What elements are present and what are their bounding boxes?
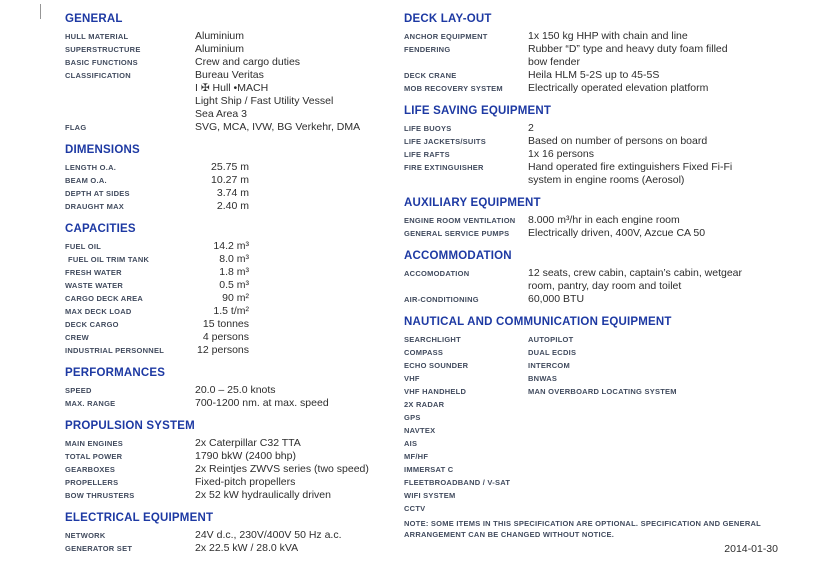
spec-value bbox=[195, 200, 249, 213]
spec-value-line: 4 persons bbox=[202, 331, 249, 343]
equipment-item: MF/HF bbox=[404, 452, 429, 461]
section-title: PERFORMANCES bbox=[65, 367, 166, 379]
section-title: LIFE SAVING EQUIPMENT bbox=[404, 105, 552, 117]
spec-value-line: Rubber “D” type and heavy duty foam filled bbox=[528, 43, 728, 55]
spec-section bbox=[404, 316, 796, 515]
spec-value bbox=[195, 187, 249, 200]
spec-value-line: Heila HLM 5-2S up to 45-5S bbox=[528, 69, 660, 81]
spec-value bbox=[195, 279, 249, 292]
spec-value-line: SVG, MCA, IVW, BG Verkehr, DMA bbox=[195, 121, 361, 133]
spec-value bbox=[195, 344, 249, 357]
spec-value-line: 1.8 m³ bbox=[219, 266, 249, 278]
spec-label: DRAUGHT MAX bbox=[65, 202, 124, 211]
spec-label: GENERATOR SET bbox=[65, 544, 133, 553]
spec-row bbox=[65, 305, 400, 318]
spec-label: LIFE BUOYS bbox=[404, 124, 452, 133]
spec-value-line: 700-1200 nm. at max. speed bbox=[195, 397, 329, 409]
spec-value-line: Fixed-pitch propellers bbox=[195, 476, 296, 488]
spec-value bbox=[528, 267, 742, 293]
spec-row bbox=[65, 476, 400, 489]
spec-row bbox=[404, 82, 796, 95]
spec-label: LENGTH O.A. bbox=[65, 163, 117, 172]
spec-row bbox=[65, 463, 400, 476]
section-title: ELECTRICAL EQUIPMENT bbox=[65, 512, 214, 524]
spec-value-line: 8.000 m³/hr in each engine room bbox=[528, 214, 680, 226]
spec-row bbox=[65, 43, 400, 56]
spec-label: INDUSTRIAL PERSONNEL bbox=[65, 346, 165, 355]
footer bbox=[404, 519, 778, 555]
spec-label: NETWORK bbox=[65, 531, 106, 540]
spec-label: PROPELLERS bbox=[65, 478, 119, 487]
equipment-item: COMPASS bbox=[404, 348, 444, 357]
spec-value-line: 90 m² bbox=[222, 292, 249, 304]
spec-label: ANCHOR EQUIPMENT bbox=[404, 32, 488, 41]
equipment-item: CCTV bbox=[404, 504, 426, 513]
disclaimer-note: NOTE: SOME ITEMS IN THIS SPECIFICATION ARE OPTIONAL. SPECIFICATION AND GENERAL ARRANGEMENT CAN BE CHANGED WITHOUT NOTICE. bbox=[404, 519, 761, 539]
spec-row bbox=[65, 174, 400, 187]
spec-value-line: Crew and cargo duties bbox=[195, 56, 301, 68]
spec-value-line: Based on number of persons on board bbox=[528, 135, 708, 147]
spec-value-line: 25.75 m bbox=[211, 161, 249, 173]
spec-row bbox=[65, 529, 400, 542]
spec-label: TOTAL POWER bbox=[65, 452, 123, 461]
equipment-item: BNWAS bbox=[528, 374, 558, 383]
spec-value-line: Aluminium bbox=[195, 30, 245, 42]
spec-section bbox=[65, 367, 400, 410]
spec-label: DEPTH AT SIDES bbox=[65, 189, 130, 198]
spec-row bbox=[65, 56, 400, 69]
spec-label: FUEL OIL TRIM TANK bbox=[68, 255, 150, 264]
section-title: DIMENSIONS bbox=[65, 144, 140, 156]
spec-value-line: 12 persons bbox=[197, 344, 249, 356]
spec-row bbox=[404, 161, 796, 187]
spec-value-line: 24V d.c., 230V/400V 50 Hz a.c. bbox=[195, 529, 342, 541]
spec-label: DECK CARGO bbox=[65, 320, 119, 329]
spec-value bbox=[195, 121, 360, 134]
right-column bbox=[404, 13, 796, 515]
spec-label: CARGO DECK AREA bbox=[65, 294, 144, 303]
spec-value-line: Sea Area 3 bbox=[195, 108, 247, 120]
section-title: CAPACITIES bbox=[65, 223, 136, 235]
spec-label: ENGINE ROOM VENTILATION bbox=[404, 216, 516, 225]
spec-label: BASIC FUNCTIONS bbox=[65, 58, 138, 67]
spec-section bbox=[404, 13, 796, 95]
spec-value bbox=[528, 135, 707, 148]
spec-section bbox=[404, 197, 796, 240]
spec-value bbox=[195, 305, 249, 318]
spec-value bbox=[195, 489, 331, 502]
document-date: 2014-01-30 bbox=[724, 543, 778, 555]
spec-section bbox=[65, 144, 400, 213]
spec-value-line: 8.0 m³ bbox=[219, 253, 249, 265]
spec-label: FRESH WATER bbox=[65, 268, 122, 277]
spec-value bbox=[528, 148, 594, 161]
spec-row bbox=[65, 30, 400, 43]
spec-row bbox=[404, 69, 796, 82]
spec-row bbox=[404, 214, 796, 227]
spec-value-line: 2 bbox=[528, 122, 534, 134]
spec-row bbox=[65, 200, 400, 213]
spec-value-line: Electrically driven, 400V, Azcue CA 50 bbox=[528, 227, 706, 239]
spec-value bbox=[195, 529, 342, 542]
spec-section bbox=[65, 223, 400, 357]
spec-value-line: 0.5 m³ bbox=[219, 279, 249, 291]
spec-value-line: 1.5 t/m² bbox=[213, 305, 249, 317]
spec-value-line: 1x 150 kg HHP with chain and line bbox=[528, 30, 688, 42]
spec-value bbox=[195, 240, 249, 253]
spec-value bbox=[528, 82, 708, 95]
spec-value-line: system in engine rooms (Aerosol) bbox=[528, 174, 685, 186]
section-title: ACCOMMODATION bbox=[404, 250, 512, 262]
spec-label: GEARBOXES bbox=[65, 465, 116, 474]
equipment-item: 2X RADAR bbox=[404, 400, 445, 409]
spec-value bbox=[195, 292, 249, 305]
spec-value bbox=[528, 293, 584, 306]
spec-row bbox=[65, 187, 400, 200]
spec-value-line: 3.74 m bbox=[216, 187, 249, 199]
spec-row bbox=[65, 69, 400, 121]
equipment-column-left bbox=[404, 333, 528, 515]
spec-value bbox=[528, 43, 728, 69]
equipment-column-right bbox=[528, 333, 796, 515]
spec-label: MOB RECOVERY SYSTEM bbox=[404, 84, 503, 93]
spec-label: DECK CRANE bbox=[404, 71, 457, 80]
equipment-item: SEARCHLIGHT bbox=[404, 335, 461, 344]
spec-row bbox=[65, 161, 400, 174]
equipment-item: AUTOPILOT bbox=[528, 335, 574, 344]
spec-value bbox=[195, 318, 249, 331]
spec-value-line: 60,000 BTU bbox=[528, 293, 585, 305]
spec-value bbox=[195, 30, 244, 43]
spec-label: BOW THRUSTERS bbox=[65, 491, 135, 500]
spec-value bbox=[195, 397, 329, 410]
spec-value-line: 2.40 m bbox=[216, 200, 249, 212]
spec-label: LIFE JACKETS/SUITS bbox=[404, 137, 487, 146]
spec-value bbox=[195, 437, 301, 450]
spec-value-line: 2x 52 kW hydraulically driven bbox=[195, 489, 331, 501]
spec-label: FIRE EXTINGUISHER bbox=[404, 163, 484, 172]
spec-row bbox=[65, 266, 400, 279]
equipment-item: FLEETBROADBAND / V-SAT bbox=[404, 478, 511, 487]
spec-value-line: bow fender bbox=[528, 56, 580, 68]
spec-label: FUEL OIL bbox=[65, 242, 102, 251]
spec-value-line: Electrically operated elevation platform bbox=[528, 82, 709, 94]
spec-label: WASTE WATER bbox=[65, 281, 124, 290]
section-title: AUXILIARY EQUIPMENT bbox=[404, 197, 541, 209]
spec-value bbox=[195, 476, 295, 489]
spec-label: MAX. RANGE bbox=[65, 399, 116, 408]
spec-value-line: 2x Reintjes ZWVS series (two speed) bbox=[195, 463, 369, 475]
spec-row bbox=[65, 121, 400, 134]
spec-label: CLASSIFICATION bbox=[65, 71, 131, 80]
spec-label: MAIN ENGINES bbox=[65, 439, 124, 448]
spec-value bbox=[528, 30, 688, 43]
spec-label: AIR-CONDITIONING bbox=[404, 295, 479, 304]
spec-value-line: I ✠ Hull •MACH bbox=[195, 82, 269, 94]
spec-row bbox=[65, 384, 400, 397]
spec-section bbox=[65, 420, 400, 502]
spec-label: SPEED bbox=[65, 386, 92, 395]
spec-value-line: 10.27 m bbox=[211, 174, 249, 186]
spec-row bbox=[65, 450, 400, 463]
spec-row bbox=[404, 43, 796, 69]
equipment-item: DUAL ECDIS bbox=[528, 348, 577, 357]
spec-section bbox=[404, 105, 796, 187]
spec-value bbox=[528, 69, 659, 82]
spec-row bbox=[65, 253, 400, 266]
equipment-item: INTERCOM bbox=[528, 361, 570, 370]
section-title: PROPULSION SYSTEM bbox=[65, 420, 195, 432]
spec-value-line: Bureau Veritas bbox=[195, 69, 264, 81]
spec-value-line: 2x 22.5 kW / 28.0 kVA bbox=[195, 542, 299, 554]
equipment-item: VHF HANDHELD bbox=[404, 387, 467, 396]
spec-label: FENDERING bbox=[404, 45, 451, 54]
spec-row bbox=[65, 240, 400, 253]
spec-value-line: 1x 16 persons bbox=[528, 148, 594, 160]
spec-row bbox=[65, 397, 400, 410]
section-title: GENERAL bbox=[65, 13, 123, 25]
spec-value bbox=[195, 174, 249, 187]
spec-value bbox=[195, 450, 296, 463]
spec-value bbox=[195, 43, 244, 56]
equipment-list bbox=[404, 333, 796, 515]
spec-row bbox=[404, 293, 796, 306]
spec-row bbox=[65, 437, 400, 450]
spec-value bbox=[528, 227, 705, 240]
spec-label: GENERAL SERVICE PUMPS bbox=[404, 229, 510, 238]
section-title: NAUTICAL AND COMMUNICATION EQUIPMENT bbox=[404, 316, 672, 328]
equipment-item: ECHO SOUNDER bbox=[404, 361, 469, 370]
spec-value bbox=[195, 161, 249, 174]
spec-label: MAX DECK LOAD bbox=[65, 307, 132, 316]
spec-label: LIFE RAFTS bbox=[404, 150, 450, 159]
spec-row bbox=[65, 489, 400, 502]
spec-label: CREW bbox=[65, 333, 89, 342]
spec-value bbox=[528, 161, 732, 187]
spec-value bbox=[195, 56, 300, 69]
spec-value bbox=[528, 214, 680, 227]
spec-value-line: 12 seats, crew cabin, captain’s cabin, wetgear bbox=[528, 267, 743, 279]
equipment-item: AIS bbox=[404, 439, 418, 448]
spec-value bbox=[195, 69, 333, 121]
left-column bbox=[65, 13, 400, 555]
spec-value-line: room, pantry, day room and toilet bbox=[528, 280, 682, 292]
spec-value-line: Aluminium bbox=[195, 43, 245, 55]
spec-label: SUPERSTRUCTURE bbox=[65, 45, 141, 54]
spec-row bbox=[65, 542, 400, 555]
spec-value-line: Hand operated fire extinguishers Fixed Fi-Fi bbox=[528, 161, 733, 173]
spec-label: ACCOMODATION bbox=[404, 269, 470, 278]
equipment-item: WIFI SYSTEM bbox=[404, 491, 456, 500]
spec-value bbox=[195, 331, 249, 344]
section-title: DECK LAY-OUT bbox=[404, 13, 492, 25]
spec-section bbox=[65, 512, 400, 555]
spec-value bbox=[195, 542, 298, 555]
spec-value-line: 1790 bkW (2400 bhp) bbox=[195, 450, 296, 462]
spec-label: BEAM O.A. bbox=[65, 176, 107, 185]
spec-value bbox=[195, 266, 249, 279]
spec-value bbox=[195, 253, 249, 266]
spec-value-line: 15 tonnes bbox=[202, 318, 249, 330]
spec-value bbox=[195, 384, 276, 397]
spec-row bbox=[65, 292, 400, 305]
spec-row bbox=[65, 344, 400, 357]
spec-section bbox=[65, 13, 400, 134]
spec-value bbox=[195, 463, 369, 476]
spec-value bbox=[528, 122, 534, 135]
spec-row bbox=[404, 267, 796, 293]
spec-label: HULL MATERIAL bbox=[65, 32, 129, 41]
spec-row bbox=[404, 122, 796, 135]
equipment-item: GPS bbox=[404, 413, 421, 422]
page-edge-mark bbox=[40, 4, 41, 19]
equipment-item: VHF bbox=[404, 374, 420, 383]
spec-row bbox=[65, 318, 400, 331]
equipment-item: IMMERSAT C bbox=[404, 465, 454, 474]
equipment-item: MAN OVERBOARD LOCATING SYSTEM bbox=[528, 387, 677, 396]
spec-row bbox=[404, 148, 796, 161]
spec-value-line: Light Ship / Fast Utility Vessel bbox=[195, 95, 334, 107]
spec-row bbox=[404, 30, 796, 43]
spec-row bbox=[404, 227, 796, 240]
spec-value-line: 14.2 m³ bbox=[213, 240, 249, 252]
spec-section bbox=[404, 250, 796, 306]
equipment-item: NAVTEX bbox=[404, 426, 436, 435]
spec-value-line: 2x Caterpillar C32 TTA bbox=[195, 437, 301, 449]
spec-label: FLAG bbox=[65, 123, 87, 132]
spec-value-line: 20.0 – 25.0 knots bbox=[195, 384, 276, 396]
spec-row bbox=[404, 135, 796, 148]
spec-row bbox=[65, 331, 400, 344]
spec-row bbox=[65, 279, 400, 292]
